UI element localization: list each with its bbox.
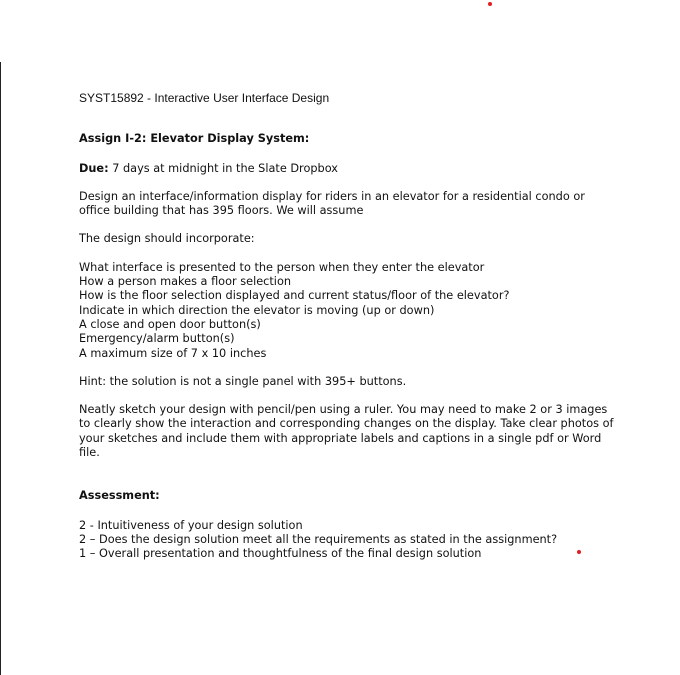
list-item: How a person makes a floor selection: [79, 275, 292, 289]
list-item: A close and open door button(s): [79, 317, 261, 331]
list-item: 1 – Overall presentation and thoughtfulness of the final design solution: [79, 547, 482, 561]
list-item: 2 - Intuitiveness of your design solution: [79, 518, 303, 532]
list-item: What interface is presented to the person when they enter the elevator: [79, 260, 485, 274]
hint-paragraph: Hint: the solution is not a single panel with 395+ buttons.: [79, 374, 407, 388]
assessment-heading: Assessment:: [79, 489, 160, 503]
document-page: [79, 91, 619, 576]
course-title: SYST15892 - Interactive User Interface Design: [79, 91, 330, 105]
list-item: How is the floor selection displayed and current status/floor of the elevator?: [79, 289, 510, 303]
assignment-title: Assign I-2: Elevator Display System:: [79, 132, 310, 146]
page-left-border: [0, 62, 1, 675]
due-text: 7 days at midnight in the Slate Dropbox: [108, 161, 338, 175]
due-label: Due:: [79, 161, 109, 175]
incorporate-line: The design should incorporate:: [79, 232, 255, 246]
due-line: [79, 162, 619, 176]
list-item: Indicate in which direction the elevator is moving (up or down): [79, 303, 435, 317]
list-item: A maximum size of 7 x 10 inches: [79, 346, 267, 360]
instructions-paragraph: Neatly sketch your design with pencil/pen using a ruler. You may need to make 2 or 3 images to clearly show the interaction and corresponding changes on the display. Take clear photos of your sketches and include them with appropriate labels and captions in a single pdf or Word file.: [79, 403, 614, 460]
assessment-list: [79, 519, 619, 562]
intro-paragraph: Design an interface/information display for riders in an elevator for a residential condo or office building that has 395 floors. We will assume: [79, 189, 585, 218]
red-marker-dot: [488, 2, 492, 6]
requirements-list: [79, 261, 619, 361]
list-item: Emergency/alarm button(s): [79, 332, 235, 346]
list-item: 2 – Does the design solution meet all the requirements as stated in the assignment?: [79, 532, 558, 546]
